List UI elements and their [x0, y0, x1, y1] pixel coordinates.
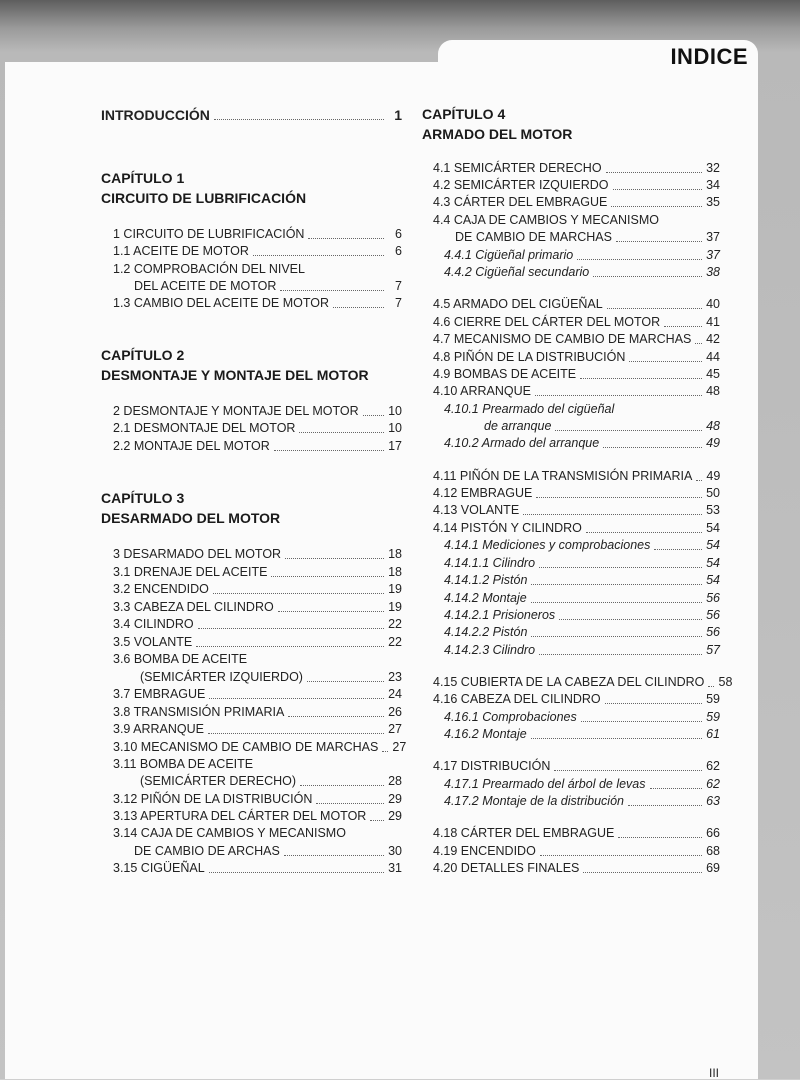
- toc-entry-label: 3.14 CAJA DE CAMBIOS Y MECANISMO: [113, 826, 346, 840]
- toc-entry[interactable]: [433, 297, 720, 312]
- toc-entry-label: 4.19 ENCENDIDO: [433, 844, 536, 858]
- dot-leader: [363, 415, 384, 416]
- dot-leader: [577, 259, 702, 260]
- toc-entry[interactable]: [433, 675, 733, 690]
- dot-leader: [629, 361, 702, 362]
- toc-entry[interactable]: [113, 792, 402, 807]
- toc-entry[interactable]: [484, 419, 720, 434]
- dot-leader: [580, 378, 702, 379]
- toc-entry[interactable]: [113, 547, 402, 562]
- dot-leader: [333, 307, 384, 308]
- toc-entry-label: de arranque: [484, 419, 552, 433]
- dot-leader: [650, 788, 702, 789]
- toc-entry-label: 3.13 APERTURA DEL CÁRTER DEL MOTOR: [113, 809, 367, 823]
- toc-entry-label: 4.14.1 Mediciones y comprobaciones: [444, 538, 651, 552]
- dot-leader: [586, 532, 702, 533]
- toc-entry-label: 4.17.2 Montaje de la distribución: [444, 794, 624, 808]
- dot-leader: [209, 872, 384, 873]
- dot-leader: [581, 721, 702, 722]
- toc-entry-page: 30: [388, 844, 402, 858]
- toc-entry-page: 56: [706, 591, 720, 605]
- toc-entry[interactable]: [113, 861, 402, 876]
- toc-entry-page: 54: [706, 521, 720, 535]
- toc-entry-page: 7: [395, 279, 402, 293]
- dot-leader: [607, 308, 702, 309]
- chapter-4-title: ARMADO DEL MOTOR: [422, 126, 573, 142]
- toc-entry[interactable]: [444, 265, 720, 280]
- toc-entry[interactable]: [113, 296, 402, 311]
- toc-entry-label: 3.8 TRANSMISIÓN PRIMARIA: [113, 705, 285, 719]
- toc-entry-page: 58: [718, 675, 733, 689]
- toc-entry-label: 4.12 EMBRAGUE: [433, 486, 533, 500]
- toc-entry[interactable]: [433, 844, 720, 859]
- toc-entry-label: (SEMICÁRTER DERECHO): [140, 774, 297, 788]
- toc-entry[interactable]: [433, 195, 720, 210]
- toc-entry[interactable]: [113, 404, 402, 419]
- toc-entry-page: 24: [388, 687, 402, 701]
- toc-entry[interactable]: [433, 469, 720, 484]
- toc-entry[interactable]: [140, 670, 402, 685]
- dot-leader: [308, 238, 384, 239]
- dot-leader: [540, 855, 702, 856]
- dot-leader: [559, 619, 702, 620]
- dot-leader: [583, 872, 702, 873]
- dot-leader: [618, 837, 702, 838]
- toc-entry-page: 31: [388, 861, 402, 875]
- toc-entry-page: 42: [706, 332, 720, 346]
- page-number: III: [709, 1066, 720, 1080]
- toc-entry-page: 29: [388, 792, 402, 806]
- dot-leader: [605, 703, 702, 704]
- dot-leader: [316, 803, 384, 804]
- toc-entry-page: 57: [706, 643, 720, 657]
- toc-entry[interactable]: [433, 315, 720, 330]
- dot-leader: [213, 593, 384, 594]
- toc-entry-label: 4.18 CÁRTER DEL EMBRAGUE: [433, 826, 615, 840]
- toc-entry[interactable]: [113, 439, 402, 454]
- toc-entry[interactable]: [433, 350, 720, 365]
- toc-entry-page: 26: [388, 705, 402, 719]
- toc-entry-page: 1: [394, 107, 402, 123]
- toc-entry[interactable]: [444, 643, 720, 658]
- toc-entry[interactable]: [433, 521, 720, 536]
- chapter-1-heading: CAPÍTULO 1: [101, 170, 185, 186]
- toc-entry[interactable]: [113, 809, 402, 824]
- toc-entry-page: 32: [706, 161, 720, 175]
- chapter-3-title: DESARMADO DEL MOTOR: [101, 510, 281, 526]
- toc-entry-label: 1.3 CAMBIO DEL ACEITE DE MOTOR: [113, 296, 330, 310]
- toc-entry[interactable]: [433, 384, 720, 399]
- toc-entry-label: 4.9 BOMBAS DE ACEITE: [433, 367, 577, 381]
- dot-leader: [531, 636, 702, 637]
- toc-entry[interactable]: [433, 367, 720, 382]
- toc-entry-label: 4.17.1 Prearmado del árbol de levas: [444, 777, 646, 791]
- chapter-4-heading: CAPÍTULO 4: [422, 106, 506, 122]
- toc-entry[interactable]: [433, 692, 720, 707]
- chapter-2-heading: CAPÍTULO 2: [101, 347, 185, 363]
- toc-entry-page: 37: [706, 230, 720, 244]
- toc-entry[interactable]: [113, 227, 402, 242]
- dot-leader: [198, 628, 384, 629]
- toc-entry-label: 3.5 VOLANTE: [113, 635, 193, 649]
- toc-entry-page: 63: [706, 794, 720, 808]
- toc-entry-label: 4.11 PIÑÓN DE LA TRANSMISIÓN PRIMARIA: [433, 469, 693, 483]
- dot-leader: [536, 497, 702, 498]
- dot-leader: [539, 654, 702, 655]
- toc-entry-page: 54: [706, 538, 720, 552]
- toc-entry-page: 56: [706, 625, 720, 639]
- dot-leader: [300, 785, 384, 786]
- toc-entry-label: 4.16.2 Montaje: [444, 727, 527, 741]
- toc-entry-page: 27: [388, 722, 402, 736]
- dot-leader: [555, 430, 702, 431]
- toc-entry[interactable]: [444, 436, 720, 451]
- toc-entry-page: 69: [706, 861, 720, 875]
- chapter-1-title: CIRCUITO DE LUBRIFICACIÓN: [101, 190, 307, 206]
- toc-entry-page: 34: [706, 178, 720, 192]
- toc-entry-page: 6: [395, 227, 402, 241]
- dot-leader: [616, 241, 702, 242]
- toc-entry[interactable]: [433, 161, 720, 176]
- dot-leader: [531, 602, 702, 603]
- dot-leader: [307, 681, 384, 682]
- toc-entry-label: 4.16.1 Comprobaciones: [444, 710, 577, 724]
- dot-leader: [708, 686, 714, 687]
- toc-entry[interactable]: [113, 617, 402, 632]
- toc-entry-page: 28: [388, 774, 402, 788]
- dot-leader: [531, 584, 702, 585]
- toc-entry-page: 62: [706, 759, 720, 773]
- dot-leader: [531, 738, 702, 739]
- dot-leader: [603, 447, 702, 448]
- toc-entry[interactable]: [433, 178, 720, 193]
- toc-entry-label: 3.6 BOMBA DE ACEITE: [113, 652, 248, 666]
- toc-entry[interactable]: [444, 591, 720, 606]
- toc-entry-page: 19: [388, 582, 402, 596]
- toc-entry-page: 27: [392, 740, 407, 754]
- toc-entry[interactable]: [134, 279, 402, 294]
- toc-entry-page: 50: [706, 486, 720, 500]
- toc-entry-label: 4.5 ARMADO DEL CIGÜEÑAL: [433, 297, 603, 311]
- dot-leader: [696, 480, 702, 481]
- toc-entry[interactable]: [433, 759, 720, 774]
- dot-leader: [628, 805, 702, 806]
- dot-leader: [280, 290, 384, 291]
- toc-entry-label: 4.6 CIERRE DEL CÁRTER DEL MOTOR: [433, 315, 661, 329]
- toc-entry-label: 4.8 PIÑÓN DE LA DISTRIBUCIÓN: [433, 350, 626, 364]
- toc-entry-page: 38: [706, 265, 720, 279]
- toc-entry-label: (SEMICÁRTER IZQUIERDO): [140, 670, 303, 684]
- chapter-2-title: DESMONTAJE Y MONTAJE DEL MOTOR: [101, 367, 369, 383]
- toc-entry-page: 68: [706, 844, 720, 858]
- dot-leader: [278, 611, 384, 612]
- toc-entry[interactable]: [113, 635, 402, 650]
- toc-entry-label: 3.2 ENCENDIDO: [113, 582, 209, 596]
- toc-entry-page: 10: [388, 421, 402, 435]
- dot-leader: [285, 558, 384, 559]
- toc-entry[interactable]: [113, 244, 402, 259]
- toc-entry[interactable]: [433, 861, 720, 876]
- toc-entry[interactable]: [444, 727, 720, 742]
- toc-entry-label: 4.14.1.2 Pistón: [444, 573, 528, 587]
- dot-leader: [382, 751, 388, 752]
- toc-entry-label: 4.4.1 Cigüeñal primario: [444, 248, 574, 262]
- toc-entry-label: 3.3 CABEZA DEL CILINDRO: [113, 600, 274, 614]
- chapter-3-heading: CAPÍTULO 3: [101, 490, 185, 506]
- toc-entry-page: 48: [706, 384, 720, 398]
- toc-entry-page: 49: [706, 436, 720, 450]
- toc-entry[interactable]: [444, 538, 720, 553]
- toc-entry-label: 4.14.1.1 Cilindro: [444, 556, 536, 570]
- dot-leader: [606, 172, 702, 173]
- toc-entry-page: 29: [388, 809, 402, 823]
- toc-entry[interactable]: [113, 722, 402, 737]
- toc-entry-page: 18: [388, 547, 402, 561]
- toc-entry-label: 4.3 CÁRTER DEL EMBRAGUE: [433, 195, 608, 209]
- toc-entry-label: 4.10.2 Armado del arranque: [444, 436, 600, 450]
- index-title: INDICE: [670, 44, 748, 69]
- dot-leader: [611, 206, 702, 207]
- toc-entry-label: 4.14.2.2 Pistón: [444, 625, 528, 639]
- dot-leader: [284, 855, 384, 856]
- toc-entry-label: 1 CIRCUITO DE LUBRIFICACIÓN: [113, 227, 305, 241]
- dot-leader: [209, 698, 384, 699]
- toc-entry[interactable]: [113, 705, 402, 720]
- toc-entry[interactable]: [113, 565, 402, 580]
- toc-entry-page: 49: [706, 469, 721, 483]
- toc-entry[interactable]: [113, 421, 402, 436]
- toc-entry-label: 4.16 CABEZA DEL CILINDRO: [433, 692, 601, 706]
- toc-entry-label: 3.10 MECANISMO DE CAMBIO DE MARCHAS: [113, 740, 379, 754]
- toc-entry[interactable]: [444, 794, 720, 809]
- toc-entry-label: 3 DESARMADO DEL MOTOR: [113, 547, 282, 561]
- dot-leader: [196, 646, 384, 647]
- toc-entry[interactable]: [113, 582, 402, 597]
- toc-entry-page: 18: [388, 565, 402, 579]
- dot-leader: [654, 549, 702, 550]
- toc-entry-page: 17: [388, 439, 402, 453]
- toc-entry-label: 2.1 DESMONTAJE DEL MOTOR: [113, 421, 296, 435]
- toc-entry-page: 53: [706, 503, 720, 517]
- toc-entry[interactable]: [433, 503, 720, 518]
- dot-leader: [554, 770, 702, 771]
- toc-entry[interactable]: [433, 332, 720, 347]
- toc-entry-label: 4.10.1 Prearmado del cigüeñal: [444, 402, 615, 416]
- toc-entry-label: 4.14 PISTÓN Y CILINDRO: [433, 521, 582, 535]
- toc-entry-label: 4.1 SEMICÁRTER DERECHO: [433, 161, 602, 175]
- toc-entry[interactable]: [444, 625, 720, 640]
- dot-leader: [274, 450, 384, 451]
- toc-entry-label: INTRODUCCIÓN: [101, 107, 210, 123]
- toc-entry-label: DE CAMBIO DE MARCHAS: [455, 230, 612, 244]
- toc-entry-page: 44: [706, 350, 720, 364]
- toc-entry-label: 4.14.2 Montaje: [444, 591, 527, 605]
- dot-leader: [299, 432, 384, 433]
- toc-entry-page: 56: [706, 608, 720, 622]
- toc-entry-label: 4.2 SEMICÁRTER IZQUIERDO: [433, 178, 609, 192]
- toc-entry-label: 1.2 COMPROBACIÓN DEL NIVEL: [113, 262, 305, 276]
- toc-entry[interactable]: [444, 573, 720, 588]
- toc-entry-page: 61: [706, 727, 720, 741]
- toc-entry-page: 48: [706, 419, 720, 433]
- toc-entry-page: 37: [706, 248, 720, 262]
- toc-entry-label: 3.9 ARRANQUE: [113, 722, 205, 736]
- toc-entry-label: 1.1 ACEITE DE MOTOR: [113, 244, 249, 258]
- toc-entry-page: 22: [388, 617, 402, 631]
- dot-leader: [593, 276, 702, 277]
- toc-entry-page: 22: [388, 635, 402, 649]
- toc-entry-label: 3.4 CILINDRO: [113, 617, 194, 631]
- toc-entry-page: 6: [395, 244, 402, 258]
- toc-entry[interactable]: [444, 608, 720, 623]
- toc-entry-page: 45: [706, 367, 720, 381]
- toc-entry-label: 4.14.2.3 Cilindro: [444, 643, 536, 657]
- toc-entry[interactable]: [444, 248, 720, 263]
- toc-entry-page: 7: [395, 296, 402, 310]
- toc-entry-label: 4.10 ARRANQUE: [433, 384, 531, 398]
- toc-entry-label: 4.7 MECANISMO DE CAMBIO DE MARCHAS: [433, 332, 692, 346]
- dot-leader: [214, 119, 384, 120]
- toc-entry-label: DE CAMBIO DE ARCHAS: [134, 844, 280, 858]
- toc-entry-label: 4.4 CAJA DE CAMBIOS Y MECANISMO: [433, 213, 659, 227]
- toc-entry-page: 10: [388, 404, 402, 418]
- toc-entry-page: 41: [706, 315, 720, 329]
- dot-leader: [539, 567, 702, 568]
- toc-entry-label: 3.12 PIÑÓN DE LA DISTRIBUCIÓN: [113, 792, 313, 806]
- toc-entry-page: 40: [706, 297, 720, 311]
- toc-entry-page: 59: [706, 710, 720, 724]
- toc-entry-label: 4.14.2.1 Prisioneros: [444, 608, 556, 622]
- toc-entry-label: 2 DESMONTAJE Y MONTAJE DEL MOTOR: [113, 404, 359, 418]
- toc-entry[interactable]: [444, 710, 720, 725]
- toc-entry-label: 3.11 BOMBA DE ACEITE: [113, 757, 254, 771]
- toc-entry[interactable]: [113, 600, 402, 615]
- toc-entry-label: 3.7 EMBRAGUE: [113, 687, 206, 701]
- toc-entry[interactable]: [134, 844, 402, 859]
- toc-entry-page: 35: [706, 195, 720, 209]
- dot-leader: [535, 395, 702, 396]
- toc-entry-page: 19: [388, 600, 402, 614]
- toc-entry[interactable]: [433, 826, 720, 841]
- toc-entry-introduccion[interactable]: [101, 108, 402, 123]
- toc-entry-page: 62: [706, 777, 720, 791]
- dot-leader: [664, 326, 702, 327]
- toc-entry-label: 4.17 DISTRIBUCIÓN: [433, 759, 551, 773]
- toc-entry-label: 4.13 VOLANTE: [433, 503, 520, 517]
- toc-entry-page: 66: [706, 826, 720, 840]
- toc-entry[interactable]: [455, 230, 720, 245]
- toc-entry-page: 54: [706, 573, 720, 587]
- dot-leader: [271, 576, 384, 577]
- toc-entry-label: 2.2 MONTAJE DEL MOTOR: [113, 439, 270, 453]
- toc-entry[interactable]: [140, 774, 402, 789]
- toc-entry[interactable]: [113, 740, 407, 755]
- toc-entry-label: 4.20 DETALLES FINALES: [433, 861, 580, 875]
- toc-entry[interactable]: [433, 486, 720, 501]
- toc-entry-page: 59: [706, 692, 720, 706]
- toc-entry[interactable]: [444, 556, 720, 571]
- dot-leader: [288, 716, 384, 717]
- toc-entry-label: 4.15 CUBIERTA DE LA CABEZA DEL CILINDRO: [433, 675, 705, 689]
- dot-leader: [523, 514, 702, 515]
- dot-leader: [695, 343, 702, 344]
- toc-entry-label: DEL ACEITE DE MOTOR: [134, 279, 277, 293]
- toc-entry-label: 4.4.2 Cigüeñal secundario: [444, 265, 590, 279]
- toc-entry[interactable]: [444, 777, 720, 792]
- dot-leader: [208, 733, 384, 734]
- toc-entry-label: 3.1 DRENAJE DEL ACEITE: [113, 565, 268, 579]
- toc-entry[interactable]: [113, 687, 402, 702]
- dot-leader: [253, 255, 384, 256]
- toc-entry-page: 54: [706, 556, 720, 570]
- toc-entry-label: 3.15 CIGÜEÑAL: [113, 861, 205, 875]
- toc-entry-page: 23: [388, 670, 402, 684]
- dot-leader: [370, 820, 384, 821]
- dot-leader: [613, 189, 703, 190]
